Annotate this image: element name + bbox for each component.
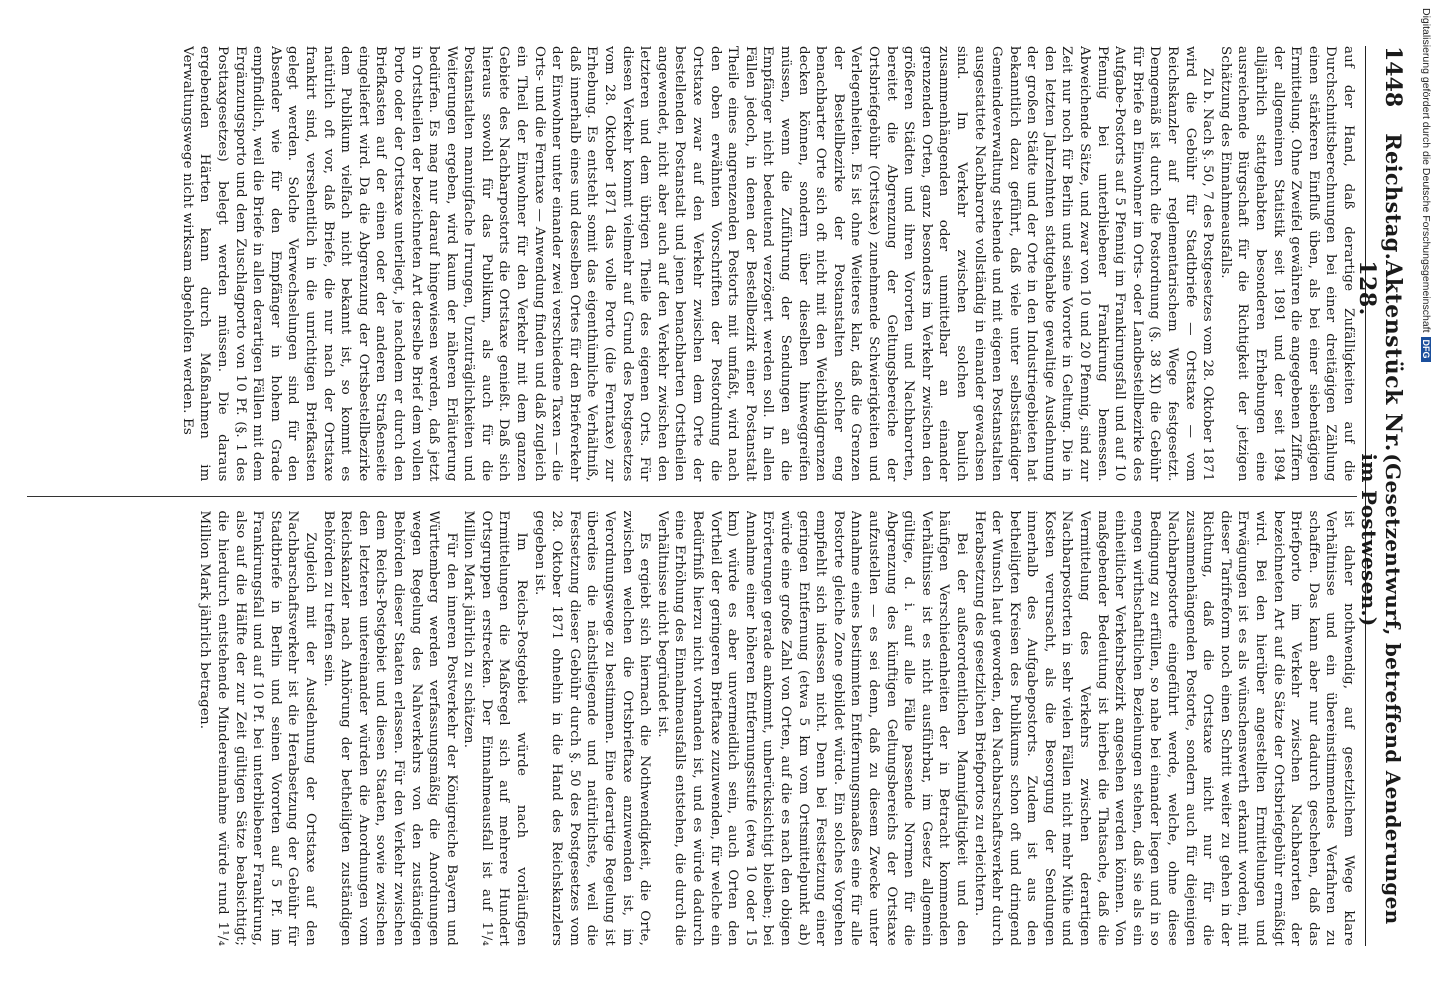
paragraph: auf der Hand, daß derartige Zufälligkeiten auf die Durchschnittsberechnungen bei einer dreitägigen Zählung einen stärkeren Einfluß üben, als bei einer siebentägigen Ermittelung. Ohne Zweifel gewähren die angegebenen Ziffern der allgemeinen Statistik seit 1891 und der seit 1894 alljährlich stattgehabten besonderen Erhebungen eine ausreichende Bürgschaft für die Richtigkeit der jetzigen Schätzung des Einnahmeausfalls. [1217, 46, 1356, 482]
paragraph: Es ergiebt sich hiernach die Nothwendigkeit, die Orte, zwischen welchen die Ortsbrieftaxe anzuwenden ist, im Verordnungswege zu bestimmen. Eine derartige Regelung ist überdies die nächstliegende und natürlichste, weil die Festsetzung dieser Gebühr durch §. 50 des Postgesetzes vom 28. Oktober 1871 ohnehin in die Hand des Reichskanzlers gegeben ist. [531, 510, 653, 946]
paragraph: Bei der außerordentlichen Mannigfaltigkeit und den häufigen Verschiedenheiten der in Betracht kommenden Verhältnisse ist es nicht ausführbar, im Gesetz allgemein gültige, d. i. auf alle Fälle passende Normen für die Abgrenzung des künftigen Geltungsbereichs der Ortstaxe aufzustellen — es sei denn, daß zu diesem Zwecke unter Annahme eines bestimmten Entfernungsmaaßes eine für alle Postorte gleiche Zone gebildet würde. Ein solches Vorgehen empfiehlt sich indessen nicht. Denn bei Festsetzung einer geringen Entfernung (etwa 5 km vom Ortsmittelpunkt ab) würde eine große Zahl von Orten, auf die es nach den obigen Erörterungen gerade ankommt, unberücksichtigt bleiben; bei Annahme einer höheren Entfernungsstufe (etwa 10 oder 15 km) würde es aber unvermeidlich sein, auch Orten den Vortheil der geringeren Brieftaxe zuzuwenden, für welche ein Bedürfniß hierzu nicht vorhanden ist, und es würde dadurch eine Erhöhung des Einnahmeausfalls entstehen, die durch die Verhältnisse nicht begründet ist. [654, 510, 969, 946]
text-columns [27, 46, 1357, 946]
paragraph: Zugleich mit der Ausdehnung der Ortstaxe auf den Nachbarschaftsverkehr ist die Herabsetzung der Gebühr für Stadtbriefe in Berlin und seinen Vororten auf 5 Pf. im Frankirungsfall und auf 10 Pf. bei unterbliebener Frankirung, also auf die Hälfte der zur Zeit gültigen Sätze beabsichtigt; die hierdurch entstehende Mindereinnahme würde rund 1¹/₄ Million Mark jährlich betragen. [197, 510, 318, 946]
paragraph: ist daher nothwendig, auf gesetzlichem Wege klare Verhältnisse und ein übereinstimmendes Verfahren zu schaffen. Das kann aber nur dadurch geschehen, daß das Briefporto im Verkehr zwischen Nachbarorten der bezeichneten Art auf die Sätze der Ortsbriefgebühr ermäßigt wird. Bei den hierüber angestellten Ermittelungen und Erwägungen ist es als wünschenswerth erkannt worden, mit dieser Tarifreform noch einen Schritt weiter zu gehen in der Richtung, daß die Ortstaxe nicht nur für die zusammenhängenden Postorte, sondern auch für diejenigen Nachbarpostorte eingeführt werde, welche, ohne diese Bedingung zu erfüllen, so nahe bei einander liegen und in so engen wirthschaftlichen Beziehungen stehen, daß sie als ein einheitlicher Verkehrsbezirk angesehen werden können. Von maßgebender Bedeutung ist hierbei die Thatsache, daß die Vermittelung des Verkehrs zwischen derartigen Nachbarpostorten in sehr vielen Fällen nicht mehr Mühe und Kosten verursacht, als die Besorgung der Sendungen innerhalb des Aufgabepostorts. Zudem ist aus den betheiligten Kreisen des Publikums schon oft und dringend der Wunsch laut geworden, den Nachbarschaftsverkehr durch Herabsetzung des gesetzlichen Briefportos zu erleichtern. [971, 510, 1356, 946]
header-reichstag: Reichstag. [1381, 133, 1406, 261]
right-column [27, 511, 1357, 947]
scanned-page [18, 14, 1418, 974]
paragraph: Im Reichs-Postgebiet würde nach vorläufigen Ermittelungen die Maßregel sich auf mehrere Hundert Ortsgruppen erstrecken. Der Einnahmeausfall ist auf 1¹/₄ Million Mark jährlich zu schätzen. [461, 510, 530, 946]
stamp-text-row [1420, 8, 1432, 362]
stamp-caption: Digitalisierung gefördert durch die Deutsche Forschungsgemeinschaft [1420, 8, 1432, 333]
left-column [27, 46, 1357, 482]
header-left-group [1380, 46, 1406, 260]
column-divider [27, 496, 1357, 497]
page-number: 1448 [1380, 46, 1406, 108]
header-document-number: Aktenstück Nr. 128. [1354, 260, 1406, 452]
paragraph: Für den inneren Postverkehr der Königreiche Bayern und Württemberg werden verfassungsmäßig die Anordnungen wegen Regelung des Nahverkehrs von den zuständigen Behörden dieser Staaten erlassen. Für den Verkehr zwischen dem Reichs-Postgebiet und diesen Staaten, sowie zwischen den letzteren untereinander würden die Anordnungen vom Reichskanzler nach Anhörung der betheiligten zuständigen Behörden zu treffen sein. [320, 510, 459, 946]
header-document-subject: (Gesetzentwurf, betreffend Aenderungen im Postwesen.) [1357, 453, 1405, 925]
page-header [1354, 46, 1406, 946]
dfg-logo: DFG [1421, 337, 1431, 362]
digitization-stamp [1418, 8, 1432, 582]
paragraph: Zu b. Nach §. 50, 7 des Postgesetzes vom 28. Oktober 1871 wird die Gebühr für Stadtbriefe — Ortstaxe — vom Reichskanzler auf reglementarischem Wege festgesetzt. Demgemäß ist durch die Postordnung (§. 38 XI) die Gebühr für Briefe an Einwohner im Orts- oder Landbestellbezirke des Aufgabe-Postorts auf 5 Pfennig im Frankirungsfall und auf 10 Pfennig bei unterbliebener Frankirung bemessen. Abweichende Sätze, und zwar von 10 und 20 Pfennig, sind zur Zeit nur noch für Berlin und seine Vororte in Geltung. Die in den letzten Jahrzehnten stattgehabte gewaltige Ausdehnung der großen Städte und der Orte in den Industriegebieten hat bekanntlich dazu geführt, daß viele unter selbstständiger Gemeindeverwaltung stehende und mit eigenen Postanstalten ausgestattete Nachbarorte vollständig in einander gewachsen sind. Im Verkehr zwischen solchen baulich zusammenhängenden oder unmittelbar an einander grenzenden Orten, ganz besonders im Verkehr zwischen den größeren Städten und ihren Vororten und Nachbarorten, bereitet die Abgrenzung der Geltungsbereiche der Ortsbriefgebühr (Ortstaxe) zunehmende Schwierigkeiten und Verlegenheiten. Es ist ohne Weiteres klar, daß die Grenzen der Bestellbezirke der Postanstalten solcher eng benachbarter Orte sich oft nicht mit den Weichbildgrenzen decken können, sondern über dieselben hinweggreifen müssen, wenn die Zuführung der Sendungen an die Empfänger nicht bedeutend verzögert werden soll. In allen Fällen jedoch, in denen der Bestellbezirk einer Postanstalt Theile eines angrenzenden Postorts mit umfaßt, wird nach den oben erwähnten Vorschriften der Postordnung die Ortstaxe zwar auf den Verkehr zwischen dem Orte der bestellenden Postanstalt und jenen benachbarten Ortstheilen angewendet, nicht aber auch auf den Verkehr zwischen den letzteren und dem übrigen Theile des eigenen Orts. Für diesen Verkehr kommt vielmehr auf Grund des Postgesetzes vom 28. Oktober 1871 das volle Porto (die Ferntaxe) zur Erhebung. Es entsteht somit das eigenthümliche Verhältniß, daß innerhalb eines und desselben Ortes für den Briefverkehr der Einwohner unter einander zwei verschiedene Taxen — die Orts- und die Ferntaxe — Anwendung finden und daß zugleich ein Theil der Einwohner für den Verkehr mit dem ganzen Gebiete des Nachbarpostorts die Ortstaxe genießt. Daß sich hieraus sowohl für das Publikum, als auch für die Postanstalten mannigfache Irrungen, Unzuträglichkeiten und Weiterungen ergeben, wird kaum der näheren Erläuterung bedürfen. Es mag nur darauf hingewiesen werden, daß jetzt in Ortstheilen der bezeichneten Art derselbe Brief dem vollen Porto oder der Ortstaxe unterliegt, je nachdem er durch den Briefkasten auf der einen oder der anderen Straßenseite eingeliefert wird. Da die Abgrenzung der Ortsbestellbezirke dem Publikum vielfach nicht bekannt ist, so kommt es natürlich oft vor, daß Briefe, die nur nach der Ortstaxe frankirt sind, versehentlich in die unrichtigen Briefkasten gelegt werden. Solche Verwechselungen sind für den Absender wie für den Empfänger in hohem Grade empfindlich, weil die Briefe in allen derartigen Fällen mit dem Ergänzungsporto und dem Zuschlagporto von 10 Pf. (§. 1 des Posttaxgesetzes) belegt werden müssen. Die daraus ergebenden Härten kann durch Maßnahmen im Verwaltungswege nicht wirksam abgeholfen werden. Es [179, 46, 1216, 482]
